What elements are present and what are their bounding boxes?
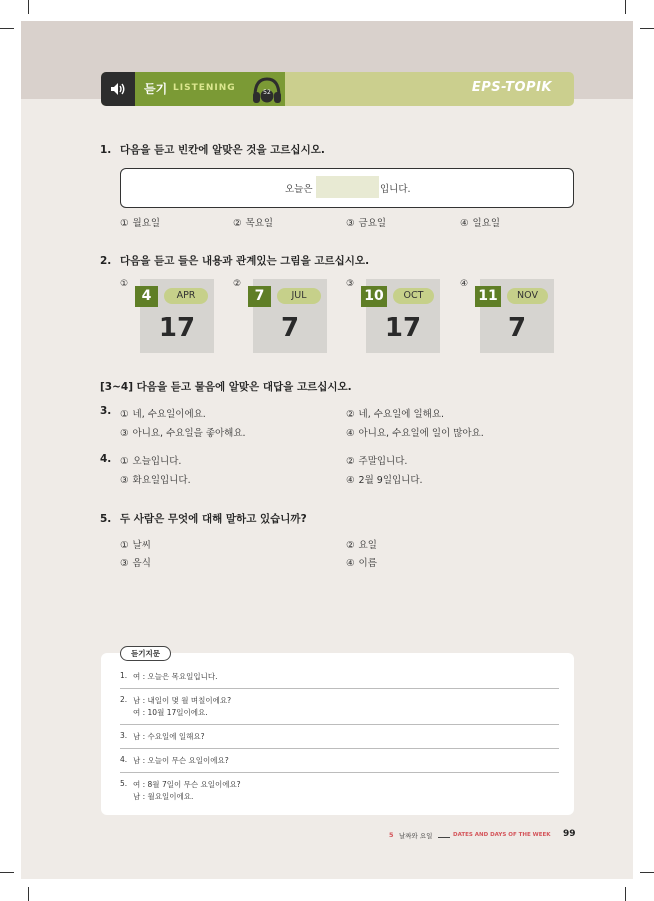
sentence-prefix: 오늘은 [285,184,313,195]
question-2-title [100,253,369,268]
calendar-day: 17 [384,313,422,343]
calendar-month: OCT [393,288,434,304]
option-text: 화요일입니다. [132,475,191,486]
calendar-month: NOV [507,288,548,304]
option-text: 주말입니다. [358,456,408,467]
option-mark: ④ [460,279,469,289]
option-mark: ② [346,540,355,551]
script-line: 남 : 월요일이에요. [133,792,194,801]
question-5-title [100,511,307,526]
option-mark: ③ [120,558,129,569]
crop-mark [0,872,14,873]
option-mark: ④ [346,428,355,439]
divider [120,748,559,749]
script-tag: 듣기지문 [120,646,171,661]
footer-rule [438,837,450,838]
q5-option-1[interactable] [120,537,151,551]
script-number: 2. [120,695,128,704]
calendar-month: APR [164,288,208,304]
option-mark: ④ [346,558,355,569]
option-mark: ① [120,409,129,420]
calendar-day: 7 [507,313,527,343]
option-mark: ② [233,218,242,229]
listening-label-block [135,72,285,106]
q5-option-3[interactable] [120,555,151,569]
question-number: 5. [100,513,112,525]
speaker-icon [101,72,135,106]
calendar-month: JUL [277,288,321,304]
q3-option-2[interactable] [346,406,444,420]
question-number: 1. [100,144,112,156]
calendar-day: 17 [158,313,196,343]
crop-mark [640,872,654,873]
option-mark: ② [346,456,355,467]
calendar-option-4[interactable] [480,279,554,353]
question-text: 다음을 듣고 빈칸에 알맞은 것을 고르십시오. [120,144,325,156]
question-1-title [100,142,325,157]
track-number: 52 [263,89,271,96]
script-number: 4. [120,755,128,764]
q4-option-2[interactable] [346,453,407,467]
calendar-option-3[interactable] [366,279,440,353]
crop-mark [625,887,626,901]
crop-mark [640,28,654,29]
script-line: 남 : 수요일에 일해요? [133,732,205,741]
page-number: 99 [563,829,576,839]
option-mark: ② [346,409,355,420]
option-mark: ④ [460,218,469,229]
script-number: 5. [120,779,128,788]
calendar-month-number: 4 [135,286,158,307]
chapter-title-kor: 날짜와 요일 [399,832,433,840]
divider [120,772,559,773]
script-line: 남 : 내일이 몇 월 며칠이에요? [133,696,232,705]
q1-option-4[interactable] [460,215,500,229]
script-line: 여 : 8월 7일이 무슨 요일이에요? [133,780,241,789]
crop-mark [0,28,14,29]
q5-option-4[interactable] [346,555,377,569]
chapter-number: 5 [389,831,394,839]
q4-option-3[interactable] [120,472,191,486]
question-3-number: 3. [100,405,112,417]
option-text: 오늘입니다. [132,456,182,467]
answer-blank [316,176,379,198]
option-mark: ② [233,279,242,289]
crop-mark [28,887,29,901]
q1-option-3[interactable] [346,215,386,229]
option-mark: ③ [346,218,355,229]
q3-option-3[interactable] [120,425,246,439]
option-text: 2월 9일입니다. [358,475,423,486]
question-text: 두 사람은 무엇에 대해 말하고 있습니까? [120,513,307,525]
calendar-month-number: 7 [248,286,271,307]
sentence-suffix: 입니다. [380,184,411,195]
option-mark: ④ [346,475,355,486]
script-number: 3. [120,731,128,740]
option-mark: ① [120,218,129,229]
crop-mark [28,0,29,14]
option-text: 일요일 [472,218,501,229]
option-text: 이름 [358,558,377,569]
option-text: 네, 수요일이에요. [132,409,206,420]
question-3-4-instruction: [3~4] 다음을 듣고 물음에 알맞은 대답을 고르십시오. [100,381,352,393]
section-title-kor: 듣기 [144,82,168,96]
q3-option-4[interactable] [346,425,484,439]
option-mark: ① [120,279,129,289]
q3-option-1[interactable] [120,406,206,420]
crop-mark [625,0,626,14]
q1-option-1[interactable] [120,215,160,229]
option-mark: ③ [120,428,129,439]
option-text: 아니요, 수요일을 좋아해요. [132,428,246,439]
option-text: 금요일 [358,218,387,229]
script-line: 남 : 오늘이 무슨 요일이에요? [133,756,229,765]
calendar-option-2[interactable] [253,279,327,353]
option-mark: ① [120,540,129,551]
option-mark: ③ [120,475,129,486]
option-text: 아니요, 수요일에 일이 많아요. [358,428,484,439]
option-text: 요일 [358,540,377,551]
question-number: 2. [100,255,112,267]
option-text: 월요일 [132,218,161,229]
script-line: 여 : 오늘은 목요일입니다. [133,672,218,681]
option-text: 날씨 [132,540,151,551]
q5-option-2[interactable] [346,537,377,551]
divider [120,724,559,725]
q1-option-2[interactable] [233,215,273,229]
question-4-number: 4. [100,453,112,465]
question-text: 다음을 듣고 들은 내용과 관계있는 그림을 고르십시오. [120,255,370,267]
option-text: 음식 [132,558,151,569]
calendar-day: 7 [280,313,300,343]
option-mark: ③ [346,279,355,289]
calendar-month-number: 10 [361,286,387,307]
section-title-eng: LISTENING [173,83,236,93]
section-header [101,72,574,106]
page [21,21,633,879]
calendar-month-number: 11 [475,286,501,307]
calendar-option-1[interactable] [140,279,214,353]
script-line: 여 : 10월 17일이에요. [133,708,208,717]
option-text: 목요일 [245,218,274,229]
brand-logo: EPS-TOPIK [471,80,552,95]
option-mark: ① [120,456,129,467]
chapter-title-eng: DATES AND DAYS OF THE WEEK [453,832,551,838]
q4-option-4[interactable] [346,472,423,486]
option-text: 네, 수요일에 일해요. [358,409,445,420]
divider [120,688,559,689]
script-number: 1. [120,671,128,680]
q4-option-1[interactable] [120,453,181,467]
